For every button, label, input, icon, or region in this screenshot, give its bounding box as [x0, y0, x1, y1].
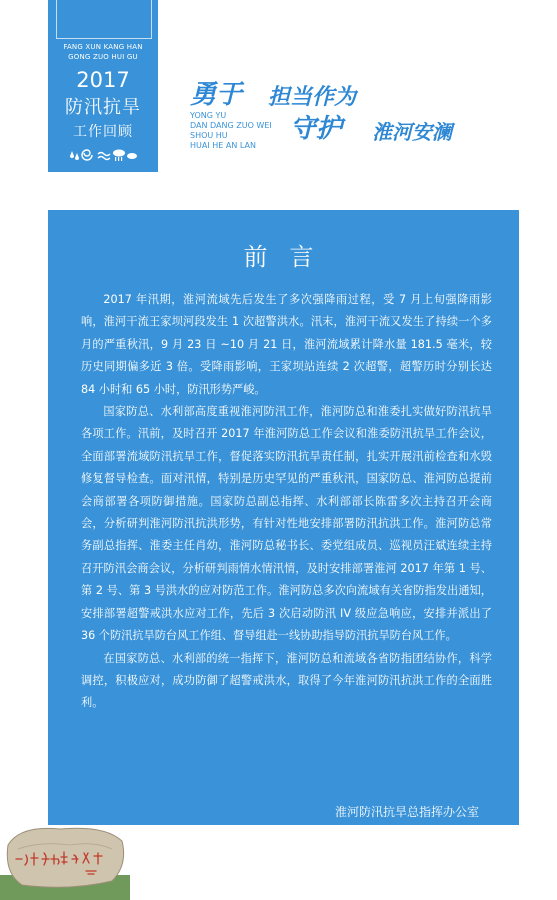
article-paragraph: 2017 年汛期，淮河流域先后发生了多次强降雨过程，受 7 月上旬强降雨影响，淮河干流王家坝河段发生 1 次超警洪水。汛末，淮河干流又发生了持续一个多月的严重秋汛，9 月 23 日 ~10 月 21 日，淮河流域累计降水量 181.5 毫米，较历史同期偏多近 3 倍。受降雨影响，王家坝站连续 2 次超警，超警历时分别长达 84 小时和 65 小时，防汛形势严峻。	[81, 293, 492, 396]
slogan-part3: 守护	[290, 114, 343, 144]
badge-title-line1: 防汛抗旱	[65, 97, 141, 118]
article-signature: 淮河防汛抗旱总指挥办公室	[334, 805, 479, 819]
slogan-part1: 勇于	[190, 80, 243, 110]
cloud-rain-icon	[113, 150, 125, 162]
article-body	[81, 289, 492, 715]
badge-weather-icons	[68, 148, 138, 162]
article-paragraph: 国家防总、水利部高度重视淮河防汛工作，淮河防总和淮委扎实做好防汛抗旱各项工作。汛前，及时召开 2017 年淮河防总工作会议和淮委防汛抗旱工作会议，全面部署流域防汛抗旱工作，督促落实防汛抗旱责任制，扎实开展汛前检查和水毁修复督导检查。面对汛情，特别是历史罕见的严重秋汛，国家防总、淮河防总提前会商部署各项防御措施。国家防总副总指挥、水利部部长陈雷多次主持召开会商会，分析研判淮河防汛抗洪形势，有针对性地安排部署防汛抗洪工作。淮河防总常务副总指挥、淮委主任肖幼，淮河防总秘书长、委党组成员、巡视员汪斌连续主持召开防汛会商会议，分析研判雨情水情汛情，及时安排部署淮河 2017 年第 1 号、第 2 号、第 3 号洪水的应对防范工作。淮河防总多次向流域有关省防指发出通知，安排部署超警戒洪水应对工作，先后 3 次启动防汛 IV 级应急响应，安排并派出了 36 个防汛抗旱防台风工作组、督导组赴一线协助指导防汛抗旱防台风工作。	[81, 405, 492, 643]
rain-drops-icon	[70, 151, 79, 160]
header-badge	[48, 0, 158, 172]
slogan-pinyin-line3: SHOU HU	[190, 131, 228, 140]
article-paragraph: 在国家防总、水利部的统一指挥下，淮河防总和流域各省防指团结协作，科学调控，积极应对，成功防御了超警戒洪水，取得了今年淮河防汛抗洪工作的全面胜利。	[81, 651, 492, 710]
whirlpool-icon	[82, 150, 92, 160]
badge-year: 2017	[76, 68, 130, 92]
badge-pinyin-line1: FANG XUN KANG HAN	[63, 43, 143, 51]
wave-icon	[98, 153, 110, 160]
article-title: 前言	[243, 243, 336, 271]
slogan-part2: 担当作为	[268, 85, 357, 110]
slogan-pinyin-line2: DAN DANG ZUO WEI	[190, 121, 272, 130]
inscribed-stone-image	[0, 815, 130, 900]
badge-pinyin-line2: GONG ZUO HUI GU	[68, 53, 138, 61]
slogan-pinyin-line1: YONG YU	[190, 111, 227, 120]
badge-title-line2: 工作回顾	[73, 124, 133, 140]
slogan-pinyin-line4: HUAI HE AN LAN	[190, 141, 256, 150]
badge-tab-outline	[56, 0, 152, 39]
slogan-part4: 淮河安澜	[372, 120, 452, 144]
cloud-icon	[127, 153, 137, 159]
